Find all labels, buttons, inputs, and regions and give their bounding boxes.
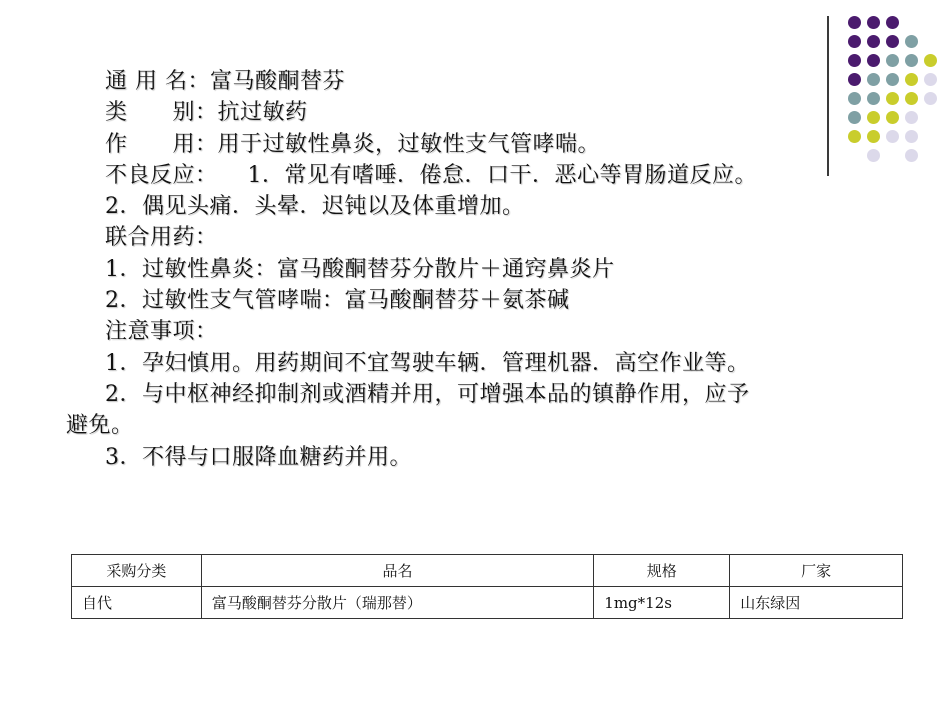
decor-dot — [905, 130, 918, 143]
generic-name-line — [0, 66, 870, 97]
adverse-label: 不良反应： — [105, 162, 218, 188]
decor-dot — [905, 73, 918, 86]
decor-dot — [848, 16, 861, 29]
cell-manufacturer: 山东绿因 — [730, 587, 903, 619]
header-product-name: 品名 — [201, 555, 593, 587]
effect-line — [0, 129, 870, 160]
drug-info-text — [0, 66, 870, 473]
combo-item-1: 1．过敏性鼻炎：富马酸酮替芬分散片＋通窍鼻炎片 — [105, 256, 615, 282]
note-item-2-continued: 避免。 — [66, 413, 134, 439]
cell-category: 自代 — [72, 587, 202, 619]
decor-dot — [886, 54, 899, 67]
decor-dot — [905, 149, 918, 162]
notes-label: 注意事项： — [105, 319, 218, 345]
combo-item-2: 2．过敏性支气管哮喘：富马酸酮替芬＋氨茶碱 — [105, 288, 570, 314]
note-item-2: 2．与中枢神经抑制剂或酒精并用，可增强本品的镇静作用，应予 — [105, 381, 750, 407]
decor-dot — [886, 35, 899, 48]
header-manufacturer: 厂家 — [730, 555, 903, 587]
adverse-line — [0, 160, 870, 191]
decor-dot — [924, 73, 937, 86]
note-item-1: 1．孕妇慎用。用药期间不宜驾驶车辆．管理机器．高空作业等。 — [105, 350, 750, 376]
decor-dot — [924, 54, 937, 67]
decor-dot — [867, 35, 880, 48]
procurement-table — [71, 554, 903, 619]
decor-dot — [905, 111, 918, 124]
decor-dot — [905, 92, 918, 105]
decor-dot — [886, 92, 899, 105]
category-line — [0, 97, 870, 128]
table-header-row — [72, 555, 903, 587]
decor-dot — [886, 16, 899, 29]
category-value: 抗过敏药 — [217, 100, 308, 126]
generic-name-label: 通 用 名： — [105, 69, 210, 94]
decor-dot — [924, 92, 937, 105]
effect-label: 作 用： — [105, 131, 218, 157]
generic-name-value: 富马酸酮替芬 — [210, 69, 346, 94]
header-category: 采购分类 — [72, 555, 202, 587]
decor-dot — [886, 73, 899, 86]
header-spec: 规格 — [594, 555, 730, 587]
combo-label: 联合用药： — [105, 225, 218, 251]
note-item-3: 3．不得与口服降血糖药并用。 — [105, 444, 412, 470]
table-row — [72, 587, 903, 619]
adverse-item-1: 1．常见有嗜唾．倦怠．口干．恶心等胃肠道反应。 — [247, 162, 758, 188]
decor-dot — [886, 111, 899, 124]
cell-spec: 1mg*12s — [594, 587, 730, 619]
decor-dot — [848, 35, 861, 48]
decor-dot — [905, 35, 918, 48]
decor-dot — [905, 54, 918, 67]
category-label: 类 别： — [105, 100, 218, 126]
adverse-item-2: 2．偶见头痛．头晕．迟钝以及体重增加。 — [105, 194, 525, 220]
cell-product-name: 富马酸酮替芬分散片（瑞那替） — [201, 587, 593, 619]
decor-dot — [867, 16, 880, 29]
effect-value: 用于过敏性鼻炎，过敏性支气管哮喘。 — [217, 131, 601, 157]
decor-dot — [886, 130, 899, 143]
